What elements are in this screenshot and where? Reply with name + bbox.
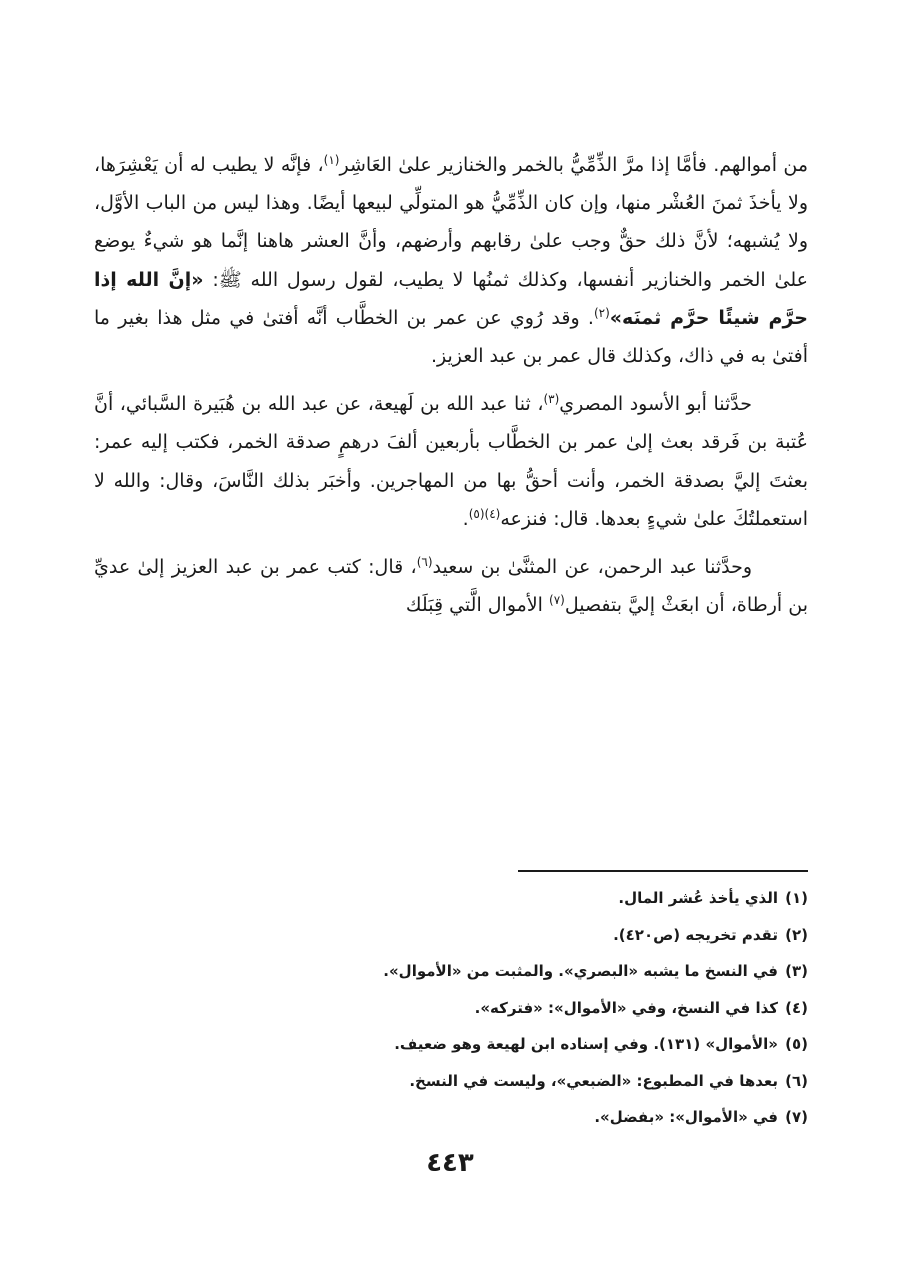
text-segment: ، ثنا عبد الله بن لَهيعة، عن عبد الله بن هُبَيرة السَّبائي، أنَّ عُتبة بن فَرقد بعث إلىٰ عمر بن الخطَّاب بأربعين ألفَ درهمٍ صدقة الخمر، فكتب إليه عمر: بعثتَ إليَّ بصدقة الخمر، وأنت أحقُّ بها من المهاجرين. وأخبَر بذلك النَّاسَ، وقال: والله لا استعملتُكَ علىٰ شيءٍ بعدها. قال: فنزعه [94,393,808,530]
footnote-number: (٧) [785,1108,808,1126]
footnote-text: في النسخ ما يشبه «البصري». والمثبت من «الأموال». [383,962,778,980]
footnote-4 [94,990,808,1027]
text-segment: . وقد رُوي عن عمر بن الخطَّاب أنَّه أفتىٰ في مثل هذا بغير ما أفتىٰ به في ذاك، وكذلك قال عمر بن عبد العزيز. [94,306,808,368]
footnote-text: بعدها في المطبوع: «الضبعي»، وليست في النسخ. [409,1071,778,1090]
main-text [94,146,808,634]
paragraph-1 [94,146,808,375]
footnote-1 [94,880,808,917]
text-segment: الأموال الَّتي قِبَلَك [405,594,549,617]
text-segment: ، فإنَّه لا يطيب له أن يَعْشِرَها، ولا يأخذَ ثمنَ العُشْر منها، وإن كان الذِّمِّيُّ هو المتولِّي لبيعها أيضًا. وهذا ليس من الباب الأوَّل، ولا يُشبهه؛ لأنَّ ذلك حقٌّ وجب علىٰ رقابهم وأرضهم، وأنَّ العشر هاهنا إنَّما هو شيءٌ يوضع علىٰ الخمر والخنازير أنفسها، وكذلك ثمنُها لا يطيب، لقول رسول الله ﷺ: [94,154,809,291]
hadith-quote: «إنَّ الله إذا حرَّم شيئًا حرَّم ثمنَه» [94,268,808,329]
footnote-ref-7[interactable]: (٧) [549,593,565,608]
footnote-ref-2[interactable]: (٢) [593,305,610,320]
footnote-6 [94,1063,808,1100]
footnote-text: تقدم تخريجه (ص٤٢٠). [613,925,778,944]
footnote-2 [94,917,808,954]
footnote-text: كذا في النسخ، وفي «الأموال»: «فتركه». [474,998,778,1017]
text-segment: ، قال: كتب عمر بن عبد العزيز إلىٰ عديِّ بن أرطاة، أن ابعَثْ إليَّ بتفصيل [94,556,808,617]
footnotes-section [94,880,808,1136]
footnote-text: في «الأموال»: «بفضل». [594,1108,778,1126]
paragraph-2 [94,385,808,538]
footnote-ref-4-5[interactable]: (٤)(٥) [468,506,501,521]
page-number: ٤٤٣ [426,1148,474,1178]
footnote-text: «الأموال» (١٣١). وفي إسناده ابن لهيعة وهو ضعيف. [394,1035,778,1053]
footnote-text: الذي يأخذ عُشر المال. [618,889,778,907]
footnote-3 [94,953,808,990]
footnote-7 [94,1099,808,1136]
footnote-number: (٤) [785,998,808,1017]
footnote-number: (١) [785,889,808,907]
footnote-ref-6[interactable]: (٦) [416,555,433,570]
footnote-ref-3[interactable]: (٣) [543,392,560,407]
footnote-number: (٥) [785,1035,808,1053]
text-segment: . [462,507,469,530]
text-segment: حدَّثنا أبو الأسود المصري [559,393,752,416]
footnote-number: (٢) [785,925,808,944]
footnote-number: (٣) [785,962,808,980]
paragraph-3 [94,548,808,624]
footnote-divider [518,870,808,872]
footnote-5 [94,1026,808,1063]
text-segment: من أموالهم. فأمَّا إذا مرَّ الذِّمِّيُّ بالخمر والخنازير علىٰ العَاشِر [339,154,808,176]
footnote-ref-1[interactable]: (١) [323,153,340,167]
footnote-number: (٦) [785,1071,808,1090]
text-segment: وحدَّثنا عبد الرحمن، عن المثنَّىٰ بن سعيد [432,556,753,579]
